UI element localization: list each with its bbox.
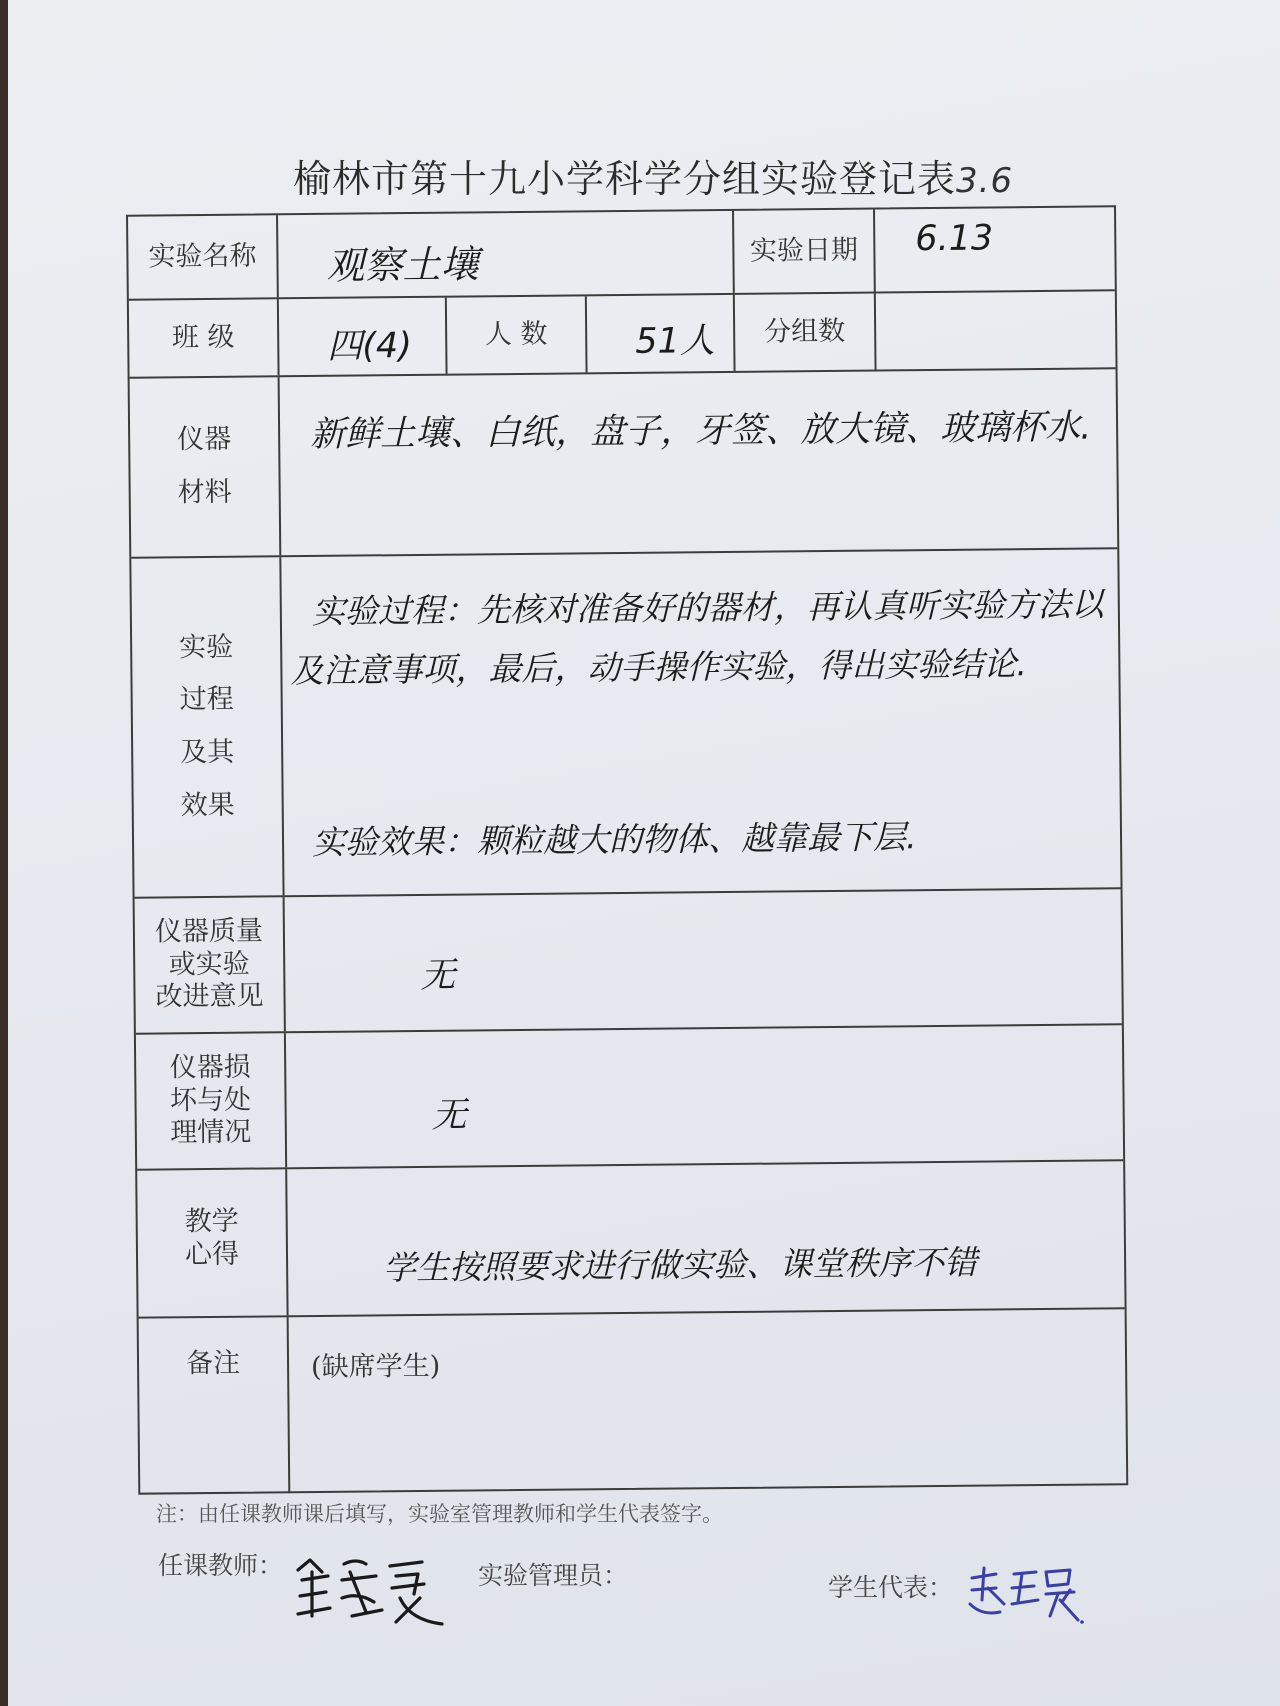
registration-table xyxy=(126,205,1128,1494)
label-people-count: 人 数 xyxy=(484,318,548,350)
row-teaching xyxy=(137,1159,1124,1316)
cell-group-label xyxy=(733,294,875,371)
student-rep-label: 学生代表： xyxy=(828,1573,954,1602)
cell-equipment-value xyxy=(278,369,1118,555)
form-title-handwritten-number: 3.6 xyxy=(956,161,1014,201)
label-quality: 仪器质量 或实验 改进意见 xyxy=(154,915,264,1013)
value-process: 实验过程：先核对准备好的器材，再认真听实验方法以及注意事项，最后，动手操作实验，得出实验结论. xyxy=(290,584,1104,690)
teacher-label: 任课教师： xyxy=(158,1551,284,1580)
cell-teaching-label xyxy=(137,1169,286,1316)
cell-quality-label xyxy=(135,897,284,1032)
cell-damage-value xyxy=(284,1025,1123,1167)
cell-experiment-name-value xyxy=(276,211,733,297)
row-experiment-name xyxy=(128,207,1115,298)
cell-process-label xyxy=(131,557,282,896)
cell-people-value xyxy=(585,295,734,372)
value-experiment-date: 6.13 xyxy=(915,218,994,260)
row-quality xyxy=(135,887,1122,1032)
cell-process-value xyxy=(279,549,1120,895)
row-process xyxy=(131,547,1120,896)
cell-teaching-value xyxy=(285,1161,1124,1315)
cell-group-value xyxy=(874,291,1116,369)
label-experiment-date: 实验日期 xyxy=(749,234,859,267)
cell-remarks-value xyxy=(287,1309,1127,1493)
label-process: 实验 过程 及其 效果 xyxy=(179,631,235,821)
form-title xyxy=(293,148,1053,203)
cell-experiment-date-value xyxy=(873,207,1115,291)
value-quality: 无 xyxy=(420,955,456,996)
lab-admin-label: 实验管理员： xyxy=(478,1561,629,1590)
row-class-info xyxy=(129,289,1116,376)
form-title-printed: 榆林市第十九小学科学分组实验登记表 xyxy=(293,157,957,201)
cell-people-label xyxy=(445,296,586,373)
row-equipment xyxy=(130,367,1118,556)
cell-class-value xyxy=(277,298,446,376)
value-equipment: 新鲜土壤、白纸，盘子，牙签、放大镜、玻璃杯水. xyxy=(309,407,1092,455)
cell-experiment-name-label xyxy=(128,215,277,298)
value-effect: 实验效果：颗粒越大的物体、越靠最下层. xyxy=(311,817,917,862)
cell-quality-value xyxy=(283,889,1122,1031)
cell-class-label xyxy=(129,299,278,376)
label-equipment: 仪器 材料 xyxy=(177,424,232,509)
label-class: 班 级 xyxy=(171,321,235,353)
value-people-count: 51人 xyxy=(635,321,716,362)
label-remarks: 备注 xyxy=(185,1347,241,1380)
footer-note: 注：由任课教师课后填写，实验室管理教师和学生代表签字。 xyxy=(156,1502,723,1526)
value-remarks: (缺席学生) xyxy=(310,1350,441,1384)
label-experiment-name: 实验名称 xyxy=(148,240,257,273)
label-teaching: 教学 心得 xyxy=(184,1205,240,1271)
label-damage: 仪器损 坏与处 理情况 xyxy=(169,1051,252,1149)
value-experiment-name: 观察土壤 xyxy=(326,242,479,288)
student-rep-signature xyxy=(966,1560,1086,1630)
value-teaching: 学生按照要求进行做实验、课堂秩序不错 xyxy=(382,1242,978,1288)
row-damage xyxy=(136,1023,1123,1168)
cell-equipment-label xyxy=(130,377,280,556)
row-remarks xyxy=(139,1307,1127,1494)
cell-remarks-label xyxy=(139,1317,289,1494)
value-damage: 无 xyxy=(431,1095,467,1136)
teacher-signature xyxy=(292,1550,452,1630)
cell-experiment-date-label xyxy=(732,210,874,293)
value-class: 四(4) xyxy=(327,326,413,367)
label-group-count: 分组数 xyxy=(764,315,846,348)
form-sheet xyxy=(8,0,1280,1706)
cell-damage-label xyxy=(136,1033,285,1168)
